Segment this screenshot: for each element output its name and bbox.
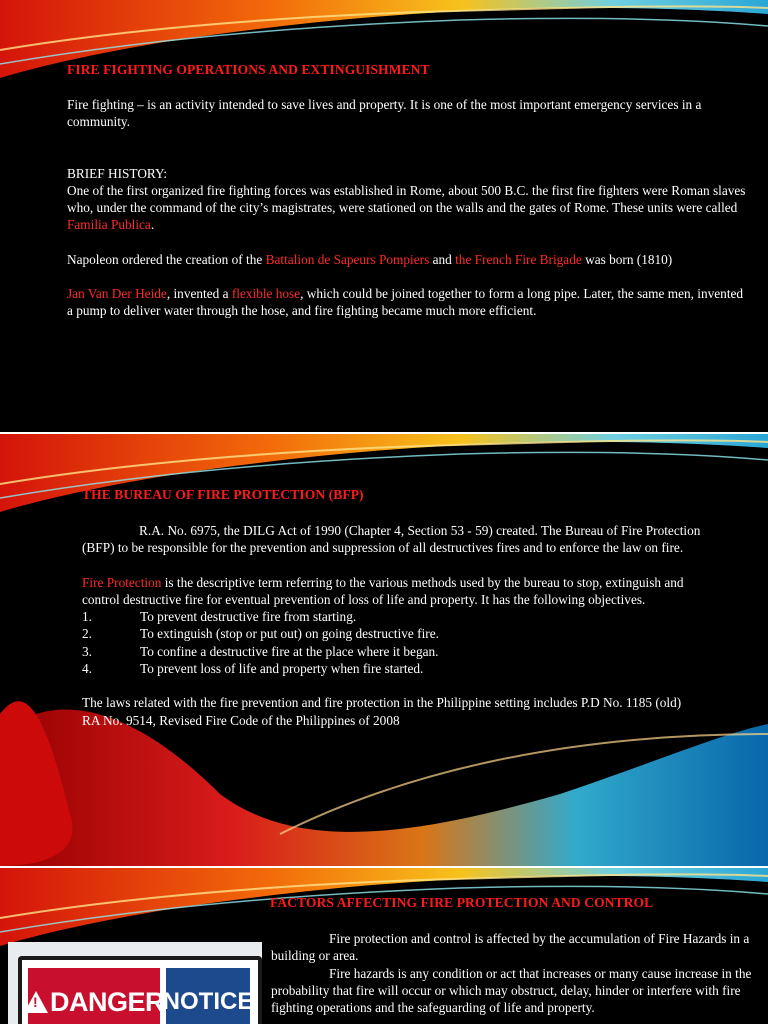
danger-label: DANGER [50, 986, 165, 1017]
factors-para1 [271, 930, 765, 965]
objective-number: 3. [82, 643, 92, 659]
ra-6975-body: R.A. No. 6975, the DILG Act of 1990 (Chapter 4, Section 53 - 59) created. The Bureau of Fire Protection (BFP) to be responsible for the prevention and suppression of all destructives fires and to enforce the law on fire. [82, 523, 701, 556]
jan-text [67, 285, 752, 320]
objective-item [82, 608, 717, 625]
jan-van-der-heide: Jan Van Der Heide [67, 286, 167, 302]
napoleon-pre: Napoleon ordered the creation of the [67, 251, 266, 267]
history-period: . [150, 217, 155, 233]
slide1-title: FIRE FIGHTING OPERATIONS AND EXTINGUISHMENT [67, 62, 430, 77]
history-heading: BRIEF HISTORY: [67, 165, 168, 181]
objective-item [82, 625, 717, 642]
fire-fighting-definition: Fire fighting – is an activity intended to save lives and property. It is one of the most important emergency services in a community. [67, 97, 702, 130]
warning-triangle-icon: ! [24, 991, 48, 1013]
factors-para2 [271, 965, 765, 1017]
slide-bfp [0, 434, 768, 866]
objective-text: To extinguish (stop or put out) on going destructive fire. [140, 626, 439, 642]
french-brigade: the French Fire Brigade [455, 251, 582, 267]
hose-rest: , which could be joined together to form a long pipe. Later, the same men, invented a pump to deliver water through the hose, and fire fighting became much more efficient. [67, 286, 744, 319]
slide3-body [271, 930, 765, 1016]
slide2-title: THE BUREAU OF FIRE PROTECTION (BFP) [82, 487, 364, 502]
laws-text: The laws related with the fire prevention and fire protection in the Philippine setting includes P.D No. 1185 (old) [82, 695, 682, 711]
battalion-name: Battalion de Sapeurs Pompiers [265, 251, 430, 267]
objective-text: To confine a destructive fire at the place where it began. [140, 643, 439, 659]
objective-item [82, 660, 717, 677]
objective-number: 1. [82, 609, 92, 625]
fire-protection-term: Fire Protection [82, 574, 162, 590]
objective-item [82, 643, 717, 660]
ra-9514-text: RA No. 9514, Revised Fire Code of the Philippines of 2008 [82, 712, 400, 728]
familia-publica: Familia Publica [67, 217, 151, 233]
ra-6975-text [82, 522, 717, 557]
jan-invented: , invented a [166, 286, 232, 302]
fire-protection-body: is the descriptive term referring to the various methods used by the bureau to stop, extinguish and control destructive fire for eventual prevention of loss of life and property. It has the following objectives. [82, 574, 684, 607]
napoleon-text [67, 251, 752, 268]
danger-sign [28, 968, 165, 1024]
factors-para1-text: Fire protection and control is affected by the accumulation of Fire Hazards in a building or area. [271, 931, 750, 964]
objective-text: To prevent loss of life and property when fire started. [140, 661, 424, 677]
history-text-body: One of the first organized fire fighting forces was established in Rome, about 500 B.C. the first fire fighters were Roman slaves who, under the command of the city’s magistrates, were stationed on the walls and the gates of Rome. These units were called [67, 182, 746, 216]
objective-number: 4. [82, 661, 92, 677]
fire-protection-text [82, 574, 717, 609]
slide1-body [67, 96, 752, 320]
notice-sign: NOTICE [166, 968, 250, 1024]
napoleon-born: was born (1810) [581, 251, 673, 267]
slide3-title: FACTORS AFFECTING FIRE PROTECTION AND CONTROL [270, 895, 654, 910]
history-text [67, 182, 752, 234]
napoleon-and: and [429, 251, 456, 267]
danger-notice-sign-image [8, 942, 262, 1024]
objective-number: 2. [82, 626, 92, 642]
factors-para2-text: Fire hazards is any condition or act that increases or many cause increase in the probability that fire will occur or which may obstruct, delay, hinder or interfere with fire fighting operations and the safeguarding of life and property. [271, 965, 752, 1016]
slide-factors [0, 868, 768, 1024]
objective-text: To prevent destructive fire from starting. [140, 609, 357, 625]
slide-fire-fighting [0, 0, 768, 432]
slide2-body [82, 522, 717, 729]
flexible-hose: flexible hose [231, 286, 301, 302]
sign-frame [18, 956, 262, 1024]
